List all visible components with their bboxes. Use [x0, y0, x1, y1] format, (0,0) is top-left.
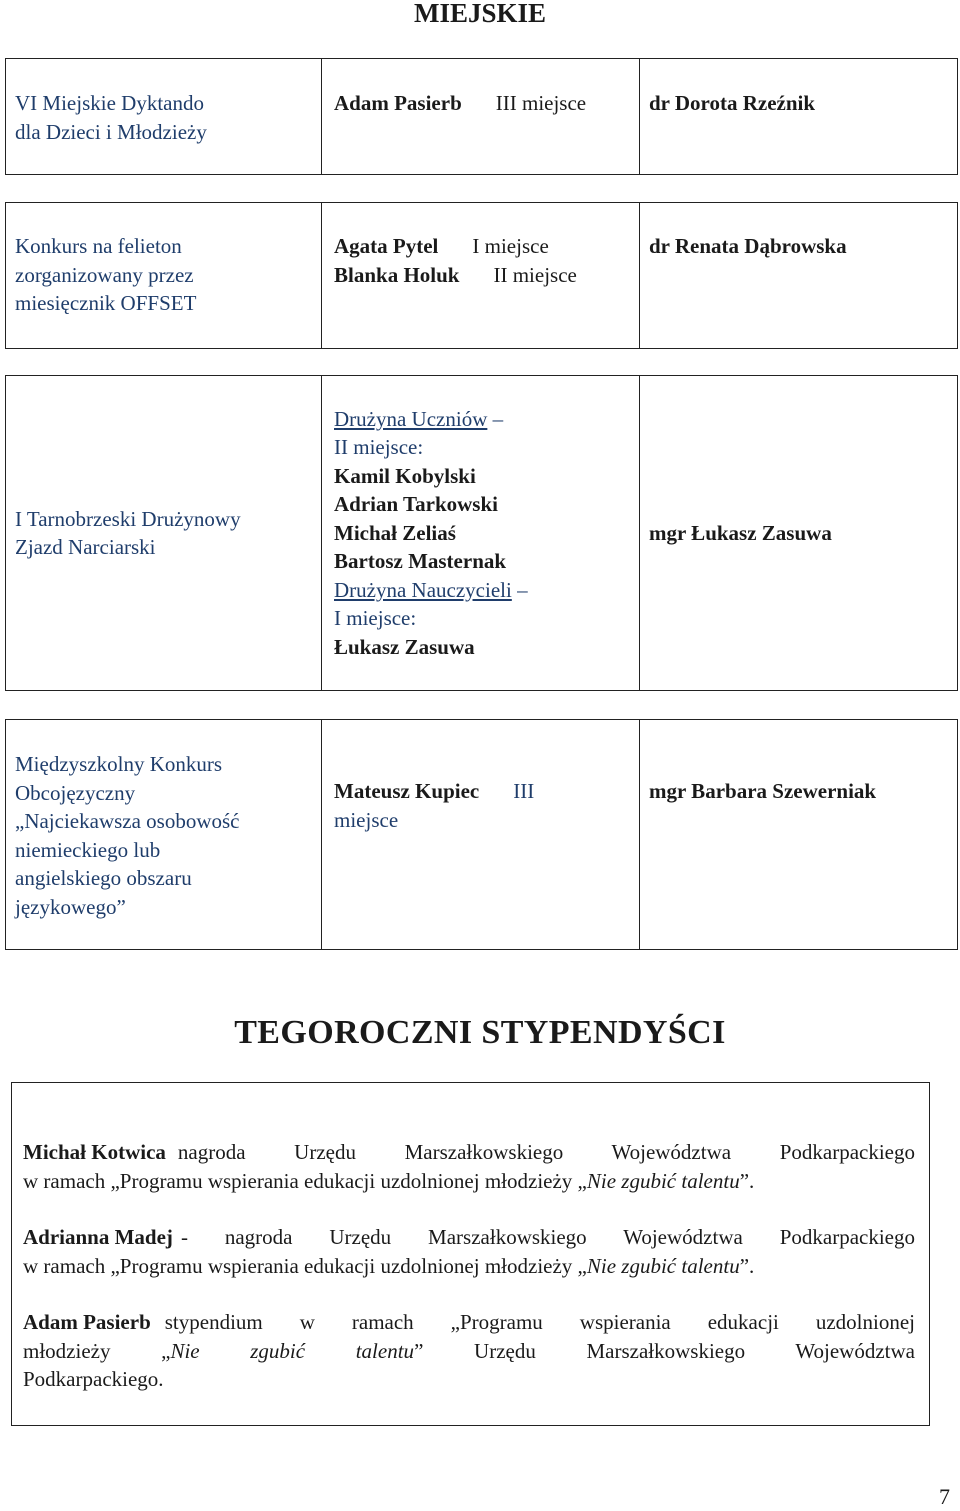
event-line: Międzyszkolny Konkurs	[15, 752, 223, 776]
team-member: Bartosz Masternak	[334, 549, 507, 574]
supervisor-cell	[640, 376, 958, 691]
event-line: I Tarnobrzeski Drużynowy	[15, 506, 241, 531]
event-line: dla Dzieci i Młodzieży	[15, 119, 207, 144]
stipend-entry	[23, 1308, 915, 1394]
event-line: Obcojęzyczny	[15, 780, 136, 805]
award-table-row-2	[5, 202, 958, 349]
stipend-text: nagroda Urzędu Marszałkowskiego Województwa Podkarpackiego	[177, 1140, 915, 1164]
event-cell	[6, 720, 322, 950]
stipend-entry	[23, 1138, 915, 1195]
winners-cell	[322, 203, 640, 349]
supervisor-name: dr Dorota Rzeźnik	[649, 91, 816, 115]
team-place: I miejsce:	[334, 606, 417, 631]
supervisor-cell	[640, 203, 958, 349]
event-line: językowego”	[15, 894, 126, 919]
winners-cell	[322, 720, 640, 950]
award-table-row-1	[5, 58, 958, 175]
event-line: angielskiego obszaru	[15, 866, 192, 890]
event-cell	[6, 59, 322, 175]
winner-place: III miejsce	[495, 91, 587, 115]
stipend-text: ” Urzędu Marszałkowskiego Województwa	[414, 1338, 915, 1363]
page-number: 7	[939, 1484, 950, 1509]
winner-name: Adam Pasierb	[334, 91, 462, 115]
supervisor-cell	[640, 720, 958, 950]
award-table-row-4	[5, 719, 958, 950]
stipend-text: w ramach „Programu wspierania edukacji uzdolnionej młodzieży „	[23, 1168, 587, 1193]
award-table-row-3	[5, 375, 958, 691]
event-cell	[6, 376, 322, 691]
event-cell	[6, 203, 322, 349]
supervisor-name: mgr Barbara Szewerniak	[649, 779, 877, 803]
stipend-box	[11, 1082, 930, 1426]
stipend-text: ”.	[739, 1253, 755, 1278]
winner-place: I miejsce	[472, 234, 549, 258]
team-member: Łukasz Zasuwa	[334, 634, 475, 659]
stipend-name: Michał Kotwica	[23, 1140, 166, 1164]
event-line: niemieckiego lub	[15, 837, 161, 862]
winner-place: II miejsce	[493, 262, 577, 287]
team-member: Michał Zeliaś	[334, 520, 456, 545]
winners-cell	[322, 59, 640, 175]
winner-name: Agata Pytel	[334, 234, 439, 258]
stipend-text: - nagroda Urzędu Marszałkowskiego Województwa Podkarpackiego	[180, 1225, 915, 1249]
team-member: Kamil Kobylski	[334, 463, 476, 488]
program-name: Nie zgubić talentu	[170, 1338, 415, 1363]
stipend-text: ”.	[739, 1168, 755, 1193]
event-line: Konkurs na felieton	[15, 234, 182, 258]
event-line: VI Miejskie Dyktando	[15, 91, 204, 115]
stipend-text: młodzieży „	[23, 1338, 171, 1363]
event-line: zorganizowany przez	[15, 262, 194, 287]
team-place: II miejsce:	[334, 435, 424, 460]
supervisor-name: mgr Łukasz Zasuwa	[649, 520, 832, 545]
section-heading: MIEJSKIE	[413, 0, 547, 28]
stipend-entry	[23, 1223, 915, 1280]
winner-name: Blanka Holuk	[334, 262, 460, 287]
stipend-name: Adam Pasierb	[23, 1310, 151, 1334]
winner-name: Mateusz Kupiec	[334, 779, 480, 803]
winners-cell: Drużyna Uczniów – II miejsce: Kamil Kobylski Adrian Tarkowski Michał Zeliaś Bartosz Masternak Drużyna Nauczycieli – I miejsce: Łukasz Zasuwa	[322, 376, 640, 691]
supervisor-name: dr Renata Dąbrowska	[649, 234, 847, 258]
winner-place: miejsce	[334, 807, 399, 832]
program-name: Nie zgubić talentu	[586, 1168, 740, 1193]
stipend-text: Podkarpackiego.	[23, 1367, 164, 1391]
team-label: Drużyna Nauczycieli	[334, 577, 512, 602]
stipend-heading: TEGOROCZNI STYPENDYŚCI	[234, 1014, 726, 1051]
supervisor-cell	[640, 59, 958, 175]
stipend-text: stypendium w ramach „Programu wspierania edukacji uzdolnionej	[164, 1310, 915, 1334]
event-line: „Najciekawsza osobowość	[15, 809, 240, 833]
team-label: Drużyna Uczniów	[334, 406, 488, 431]
program-name: Nie zgubić talentu	[586, 1253, 740, 1278]
stipend-name: Adrianna Madej	[23, 1225, 173, 1249]
winner-place: III	[513, 779, 535, 803]
stipend-text: w ramach „Programu wspierania edukacji uzdolnionej młodzieży „	[23, 1253, 587, 1278]
team-member: Adrian Tarkowski	[334, 492, 498, 517]
event-line: miesięcznik OFFSET	[15, 291, 197, 315]
event-line: Zjazd Narciarski	[15, 535, 156, 559]
